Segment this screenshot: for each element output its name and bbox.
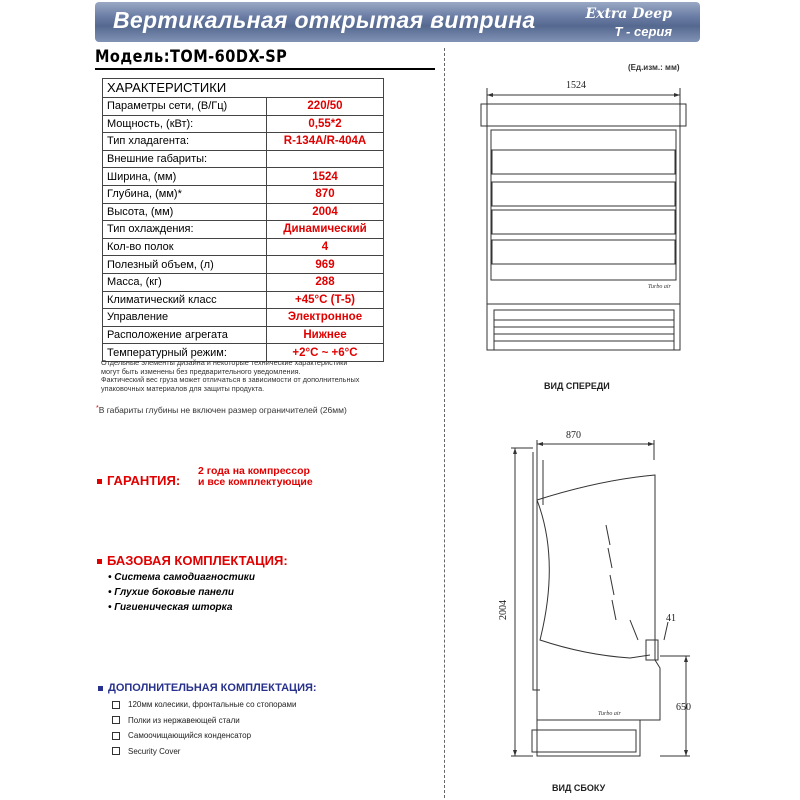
list-item: • Система самодиагностики (108, 572, 255, 583)
spec-label: Тип хладагента: (103, 133, 267, 151)
spec-value: 0,55*2 (267, 115, 384, 133)
footnote-mark: * (96, 405, 99, 412)
spec-label: Высота, (мм) (103, 203, 267, 221)
units-note: (Ед.изм.: мм) (628, 63, 680, 72)
option-label: 120мм колесики, фронтальные со стопорами (128, 700, 297, 709)
spec-label: Расположение агрегата (103, 326, 267, 344)
spec-header: ХАРАКТЕРИСТИКИ (103, 79, 384, 98)
side-view-caption: ВИД СБОКУ (552, 783, 606, 793)
warranty-line: и все комплектующие (198, 476, 313, 488)
footnote-text: В габариты глубины не включен размер ограничителей (26мм) (98, 405, 347, 415)
spec-value: 1524 (267, 168, 384, 186)
front-view-drawing (481, 104, 686, 350)
spec-value: 288 (267, 273, 384, 291)
option-label: Самоочищающийся конденсатор (128, 731, 252, 740)
spec-label: Внешние габариты: (103, 150, 267, 168)
spec-label: Климатический класс (103, 291, 267, 309)
banner-series-name: Extra Deep (585, 6, 672, 22)
side-height-dimension: 2004 (498, 600, 509, 620)
spec-label: Масса, (кг) (103, 273, 267, 291)
spec-label: Тип охлаждения: (103, 221, 267, 239)
spec-value: 870 (267, 185, 384, 203)
note-line: могут быть изменены без предварительного уведомления. (101, 366, 301, 376)
optional-config-title: ДОПОЛНИТЕЛЬНАЯ КОМПЛЕКТАЦИЯ: (108, 682, 317, 694)
option-label: Security Cover (128, 746, 181, 756)
spec-value: +2°C ~ +6°C (267, 344, 384, 362)
side-bumper-leader (664, 622, 668, 640)
spec-value: Динамический (267, 221, 384, 239)
spec-label: Параметры сети, (В/Гц) (103, 98, 267, 116)
note-line: Фактический вес груза может отличаться в зависимости от дополнительных (101, 375, 360, 385)
front-brand-mark: Turbo air (648, 284, 671, 290)
spec-label: Ширина, (мм) (103, 168, 267, 186)
spec-label: Полезный объем, (л) (103, 256, 267, 274)
front-width-dimension: 1524 (566, 80, 586, 91)
spec-label: Глубина, (мм)* (103, 185, 267, 203)
list-item: • Гигиеническая шторка (108, 602, 233, 613)
warranty-line: 2 года на компрессор (198, 465, 310, 477)
banner-series-code: T - серия (614, 24, 672, 39)
spec-label: Температурный режим: (103, 344, 267, 362)
side-view-drawing (532, 452, 660, 756)
spec-value: 969 (267, 256, 384, 274)
side-brand-mark: Turbo air (598, 711, 621, 717)
spec-value: Электронное (267, 309, 384, 327)
list-item: • Глухие боковые панели (108, 587, 234, 598)
front-view-caption: ВИД СПЕРЕДИ (544, 381, 610, 391)
spec-label: Кол-во полок (103, 238, 267, 256)
note-line: Отдельные элементы дизайна и некоторые технические характеристики (101, 358, 348, 367)
option-label: Полки из нержавеющей стали (128, 715, 240, 725)
model-heading: Модель:TOM-60DX-SP (95, 47, 288, 67)
spec-value: +45°C (T-5) (267, 291, 384, 309)
banner-title: Вертикальная открытая витрина (113, 7, 536, 33)
spec-label: Управление (103, 309, 267, 327)
spec-value: 4 (267, 238, 384, 256)
side-depth-dimension: 870 (566, 430, 581, 441)
warranty-title: ГАРАНТИЯ: (107, 473, 181, 488)
spec-value: 2004 (267, 203, 384, 221)
side-base-dimension: 650 (676, 702, 691, 713)
spec-value: 220/50 (267, 98, 384, 116)
spec-value: R-134A/R-404A (267, 133, 384, 151)
spec-value: Нижнее (267, 326, 384, 344)
side-bumper-dimension: 41 (666, 613, 676, 624)
note-line: упаковочных материалов для защиты продукта. (101, 383, 265, 393)
basic-config-title: БАЗОВАЯ КОМПЛЕКТАЦИЯ: (107, 553, 288, 568)
spec-label: Мощность, (кВт): (103, 115, 267, 133)
